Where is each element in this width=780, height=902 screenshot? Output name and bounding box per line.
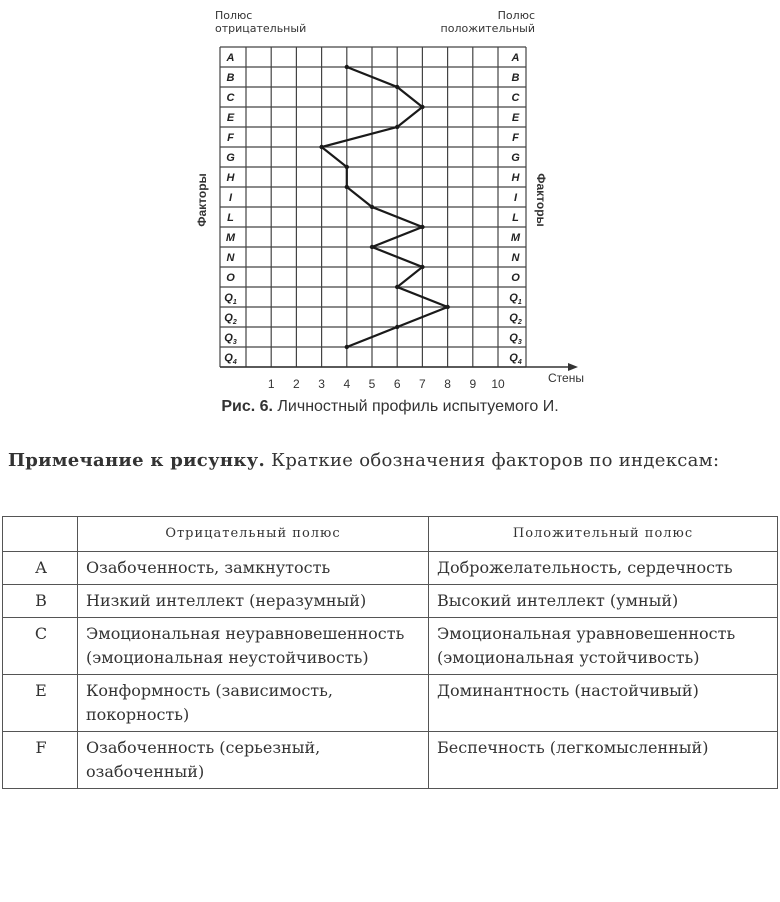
factor-label-right: L — [512, 212, 519, 224]
table-row — [3, 618, 778, 675]
chart-grid — [220, 47, 578, 371]
profile-point — [319, 145, 323, 149]
right-pole-label — [425, 9, 535, 35]
figure-caption — [0, 398, 780, 416]
factors-axis-label-right: Факторы — [534, 173, 548, 227]
x-tick-label: 3 — [318, 377, 325, 391]
profile-point — [445, 305, 449, 309]
profile-point — [420, 225, 424, 229]
header-code — [3, 517, 78, 552]
factor-label-left: M — [225, 232, 236, 244]
x-tick-label: 9 — [469, 377, 477, 391]
factor-label-left: A — [226, 52, 235, 64]
factor-label-right: A — [511, 52, 520, 64]
factor-code: B — [3, 585, 78, 618]
factor-label-left: I — [228, 192, 233, 204]
right-pole-label-line2: положительный — [440, 22, 535, 35]
factor-code: E — [3, 675, 78, 732]
table-row — [3, 585, 778, 618]
caption-label: Рис. 6. — [221, 398, 273, 415]
personality-profile-chart — [0, 0, 780, 395]
profile-point — [395, 85, 399, 89]
positive-pole-description: Беспечность (легкомысленный) — [429, 732, 778, 789]
left-pole-label-line1: Полюс — [215, 9, 253, 22]
profile-point — [370, 205, 374, 209]
profile-point — [420, 265, 424, 269]
profile-point — [395, 285, 399, 289]
header-positive-pole: Положительный полюс — [429, 517, 778, 552]
x-tick-label: 8 — [444, 377, 451, 391]
factor-label-left: G — [226, 152, 235, 164]
note-text: Краткие обозначения факторов по индексам: — [265, 450, 720, 471]
profile-point — [345, 345, 349, 349]
factor-label-left: B — [226, 72, 235, 84]
x-tick-label: 7 — [419, 377, 426, 391]
x-tick-labels — [268, 377, 505, 391]
factor-label-left: L — [227, 212, 234, 224]
factor-label-right: N — [511, 252, 520, 264]
factor-code: C — [3, 618, 78, 675]
negative-pole-description: Озабоченность (серьезный, озабоченный) — [78, 732, 429, 789]
caption-text: Личностный профиль испытуемого И. — [272, 398, 559, 415]
right-pole-label-line1: Полюс — [497, 9, 535, 22]
factor-code: A — [3, 552, 78, 585]
factor-label-right: H — [511, 172, 520, 184]
positive-pole-description: Высокий интеллект (умный) — [429, 585, 778, 618]
profile-point — [395, 125, 399, 129]
factor-label-right: O — [511, 272, 520, 284]
profile-point — [395, 325, 399, 329]
x-axis-arrow — [568, 363, 578, 371]
factor-label-right: C — [511, 92, 520, 104]
positive-pole-description: Доброжелательность, сердечность — [429, 552, 778, 585]
figure-note — [8, 448, 770, 473]
profile-point — [370, 245, 374, 249]
factor-label-left: F — [227, 132, 234, 144]
profile-point — [345, 65, 349, 69]
x-tick-label: 2 — [293, 377, 300, 391]
factor-label-right: B — [511, 72, 520, 84]
profile-point — [345, 165, 349, 169]
negative-pole-description: Озабоченность, замкнутость — [78, 552, 429, 585]
note-label: Примечание к рисунку. — [8, 450, 266, 471]
factor-label-right: F — [512, 132, 519, 144]
factor-label-right: $Q_1$ — [509, 292, 522, 306]
table-row — [3, 732, 778, 789]
factor-label-left: $Q_1$ — [224, 292, 237, 306]
x-tick-label: 10 — [491, 377, 505, 391]
factor-label-left: $Q_4$ — [224, 352, 237, 366]
factor-label-left: H — [226, 172, 235, 184]
negative-pole-description: Эмоциональная неуравновешенность (эмоциональная неустойчивость) — [78, 618, 429, 675]
factor-label-left: O — [226, 272, 235, 284]
positive-pole-description: Эмоциональная уравновешенность (эмоциональная устойчивость) — [429, 618, 778, 675]
factor-labels — [224, 52, 522, 366]
profile-point — [345, 185, 349, 189]
factor-legend-table — [2, 516, 778, 789]
left-pole-label-line2: отрицательный — [215, 22, 307, 35]
factor-label-right: I — [513, 192, 518, 204]
factor-label-right: M — [510, 232, 521, 244]
x-axis-label: Стены — [548, 371, 584, 385]
x-tick-label: 6 — [393, 377, 401, 391]
profile-point — [420, 105, 424, 109]
factor-label-right: E — [511, 112, 520, 124]
factor-code: F — [3, 732, 78, 789]
factor-label-left: N — [226, 252, 235, 264]
factor-label-right: $Q_3$ — [509, 332, 522, 346]
factor-label-left: C — [226, 92, 235, 104]
table-row — [3, 552, 778, 585]
factor-label-right: $Q_2$ — [509, 312, 522, 326]
factor-label-left: E — [226, 112, 235, 124]
x-tick-label: 1 — [267, 377, 275, 391]
header-negative-pole: Отрицательный полюс — [78, 517, 429, 552]
factor-label-right: G — [511, 152, 520, 164]
factor-label-right: $Q_4$ — [509, 352, 522, 366]
table-row — [3, 675, 778, 732]
x-tick-label: 4 — [343, 377, 351, 391]
left-pole-label — [215, 9, 306, 35]
x-tick-label: 5 — [368, 377, 376, 391]
factors-axis-label-left: Факторы — [195, 173, 209, 227]
factor-label-left: $Q_2$ — [224, 312, 237, 326]
negative-pole-description: Низкий интеллект (неразумный) — [78, 585, 429, 618]
positive-pole-description: Доминантность (настойчивый) — [429, 675, 778, 732]
negative-pole-description: Конформность (зависимость, покорность) — [78, 675, 429, 732]
table-header-row — [3, 517, 778, 552]
factor-label-left: $Q_3$ — [224, 332, 237, 346]
